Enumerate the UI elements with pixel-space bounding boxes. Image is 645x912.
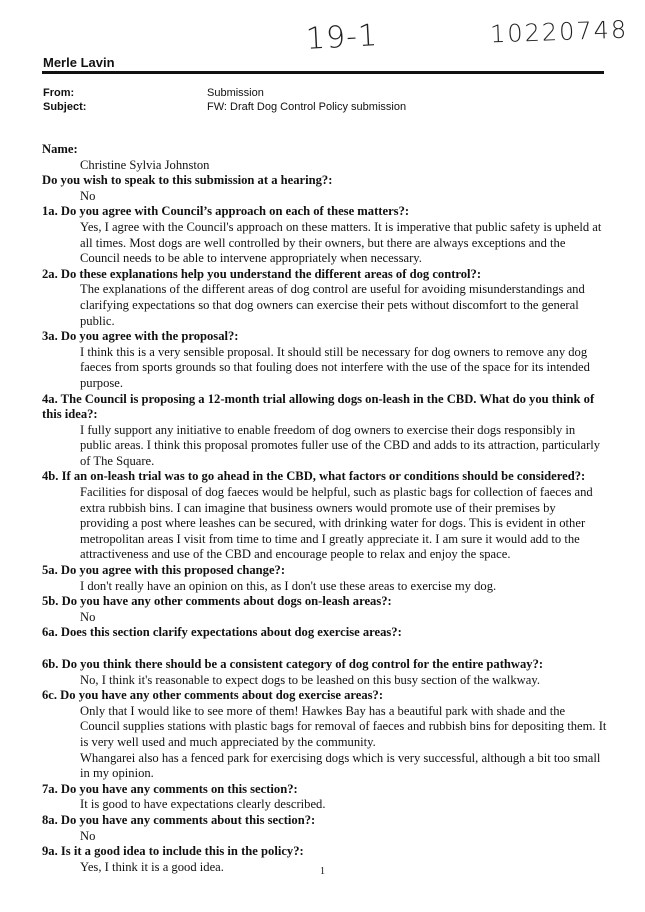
question: 8a. Do you have any comments about this section?:: [42, 812, 316, 827]
subject-value: FW: Draft Dog Control Policy submission: [207, 101, 407, 113]
question: 7a. Do you have any comments on this section?:: [42, 781, 298, 796]
answer: Only that I would like to see more of them! Hawkes Bay has a beautiful park with shade and the Council supplies stations with plastic bags for removal of faeces and rubbish bins for depositing them. It is very well used and much appreciated by the community.: [80, 703, 607, 749]
answer: No: [80, 188, 96, 203]
empty-answer: [42, 641, 607, 657]
answer: I fully support any initiative to enable freedom of dog owners to exercise their dogs responsibly in public areas. I think this proposal promotes fuller use of the CBD and adds to its attraction, particularly of The Square.: [80, 422, 601, 468]
question: 1a. Do you agree with Council’s approach on each of these matters?:: [42, 204, 410, 219]
answer-continued: Whangarei also has a fenced park for exercising dogs which is very successful, although a bit too small in my opinion.: [80, 750, 601, 781]
question: 4a. The Council is proposing a 12-month trial allowing dogs on-leash in the CBD. What do you think of this idea?:: [42, 391, 595, 422]
from-label: From:: [43, 87, 75, 99]
question: 5b. Do you have any other comments about dogs on-leash areas?:: [42, 594, 392, 609]
handwritten-number: 19-1: [305, 18, 379, 57]
question: 6a. Does this section clarify expectations about dog exercise areas?:: [42, 625, 402, 640]
submission-body: [42, 142, 607, 875]
answer: The explanations of the different areas of dog control are useful for avoiding misunderstandings and clarifying expectations so that dog owners can exercise their pets without discomfort to the general public.: [80, 282, 585, 328]
question: 4b. If an on-leash trial was to go ahead in the CBD, what factors or conditions should be considered?:: [42, 469, 586, 484]
answer: Christine Sylvia Johnston: [80, 157, 210, 172]
answer: It is good to have expectations clearly described.: [80, 797, 326, 812]
page-number: 1: [320, 866, 325, 877]
answer: Facilities for disposal of dog faeces would be helpful, such as plastic bags for collection of faeces and extra rubbish bins. I can imagine that business owners would promote use of their premises by providing a post where leashes can be secured, with drinking water for dogs. This is evident in other metropolitan areas I visit from time to time and I greatly appreciate it. I am sure it would add to the attractiveness and use of the CBD and encourage people to relax and enjoy the space.: [80, 485, 593, 562]
answer: Yes, I agree with the Council's approach on these matters. It is imperative that public safety is upheld at all times. Most dogs are well controlled by their owners, but there are always exceptions and the Council needs to be able to intervene appropriately when necessary.: [80, 219, 602, 266]
answer: No: [80, 609, 96, 624]
question: 6c. Do you have any other comments about dog exercise areas?:: [42, 688, 384, 703]
answer: I don't really have an opinion on this, as I don't use these areas to exercise my dog.: [80, 578, 497, 593]
answer: I think this is a very sensible proposal. It should still be necessary for dog owners to remove any dog faeces from sports grounds so that fouling does not interfere with the use of the space for its intended purpose.: [80, 344, 590, 390]
question: 3a. Do you agree with the proposal?:: [42, 329, 239, 344]
sender-name: Merle Lavin: [43, 55, 115, 70]
answer: Yes, I think it is a good idea.: [80, 859, 224, 874]
from-value: Submission: [207, 87, 264, 99]
question: Do you wish to speak to this submission at a hearing?:: [42, 173, 333, 188]
question: 5a. Do you agree with this proposed change?:: [42, 563, 286, 578]
handwritten-reference: 10220748: [489, 15, 629, 49]
question: 9a. Is it a good idea to include this in the policy?:: [42, 844, 304, 859]
question: Name:: [42, 142, 78, 156]
subject-label: Subject:: [43, 101, 87, 113]
question: 2a. Do these explanations help you understand the different areas of dog control?:: [42, 266, 482, 281]
answer: No: [80, 828, 96, 843]
question: 6b. Do you think there should be a consistent category of dog control for the entire pathway?:: [42, 657, 544, 671]
header-rule: [42, 71, 604, 74]
answer: No, I think it's reasonable to expect dogs to be leashed on this busy section of the walkway.: [80, 672, 540, 687]
